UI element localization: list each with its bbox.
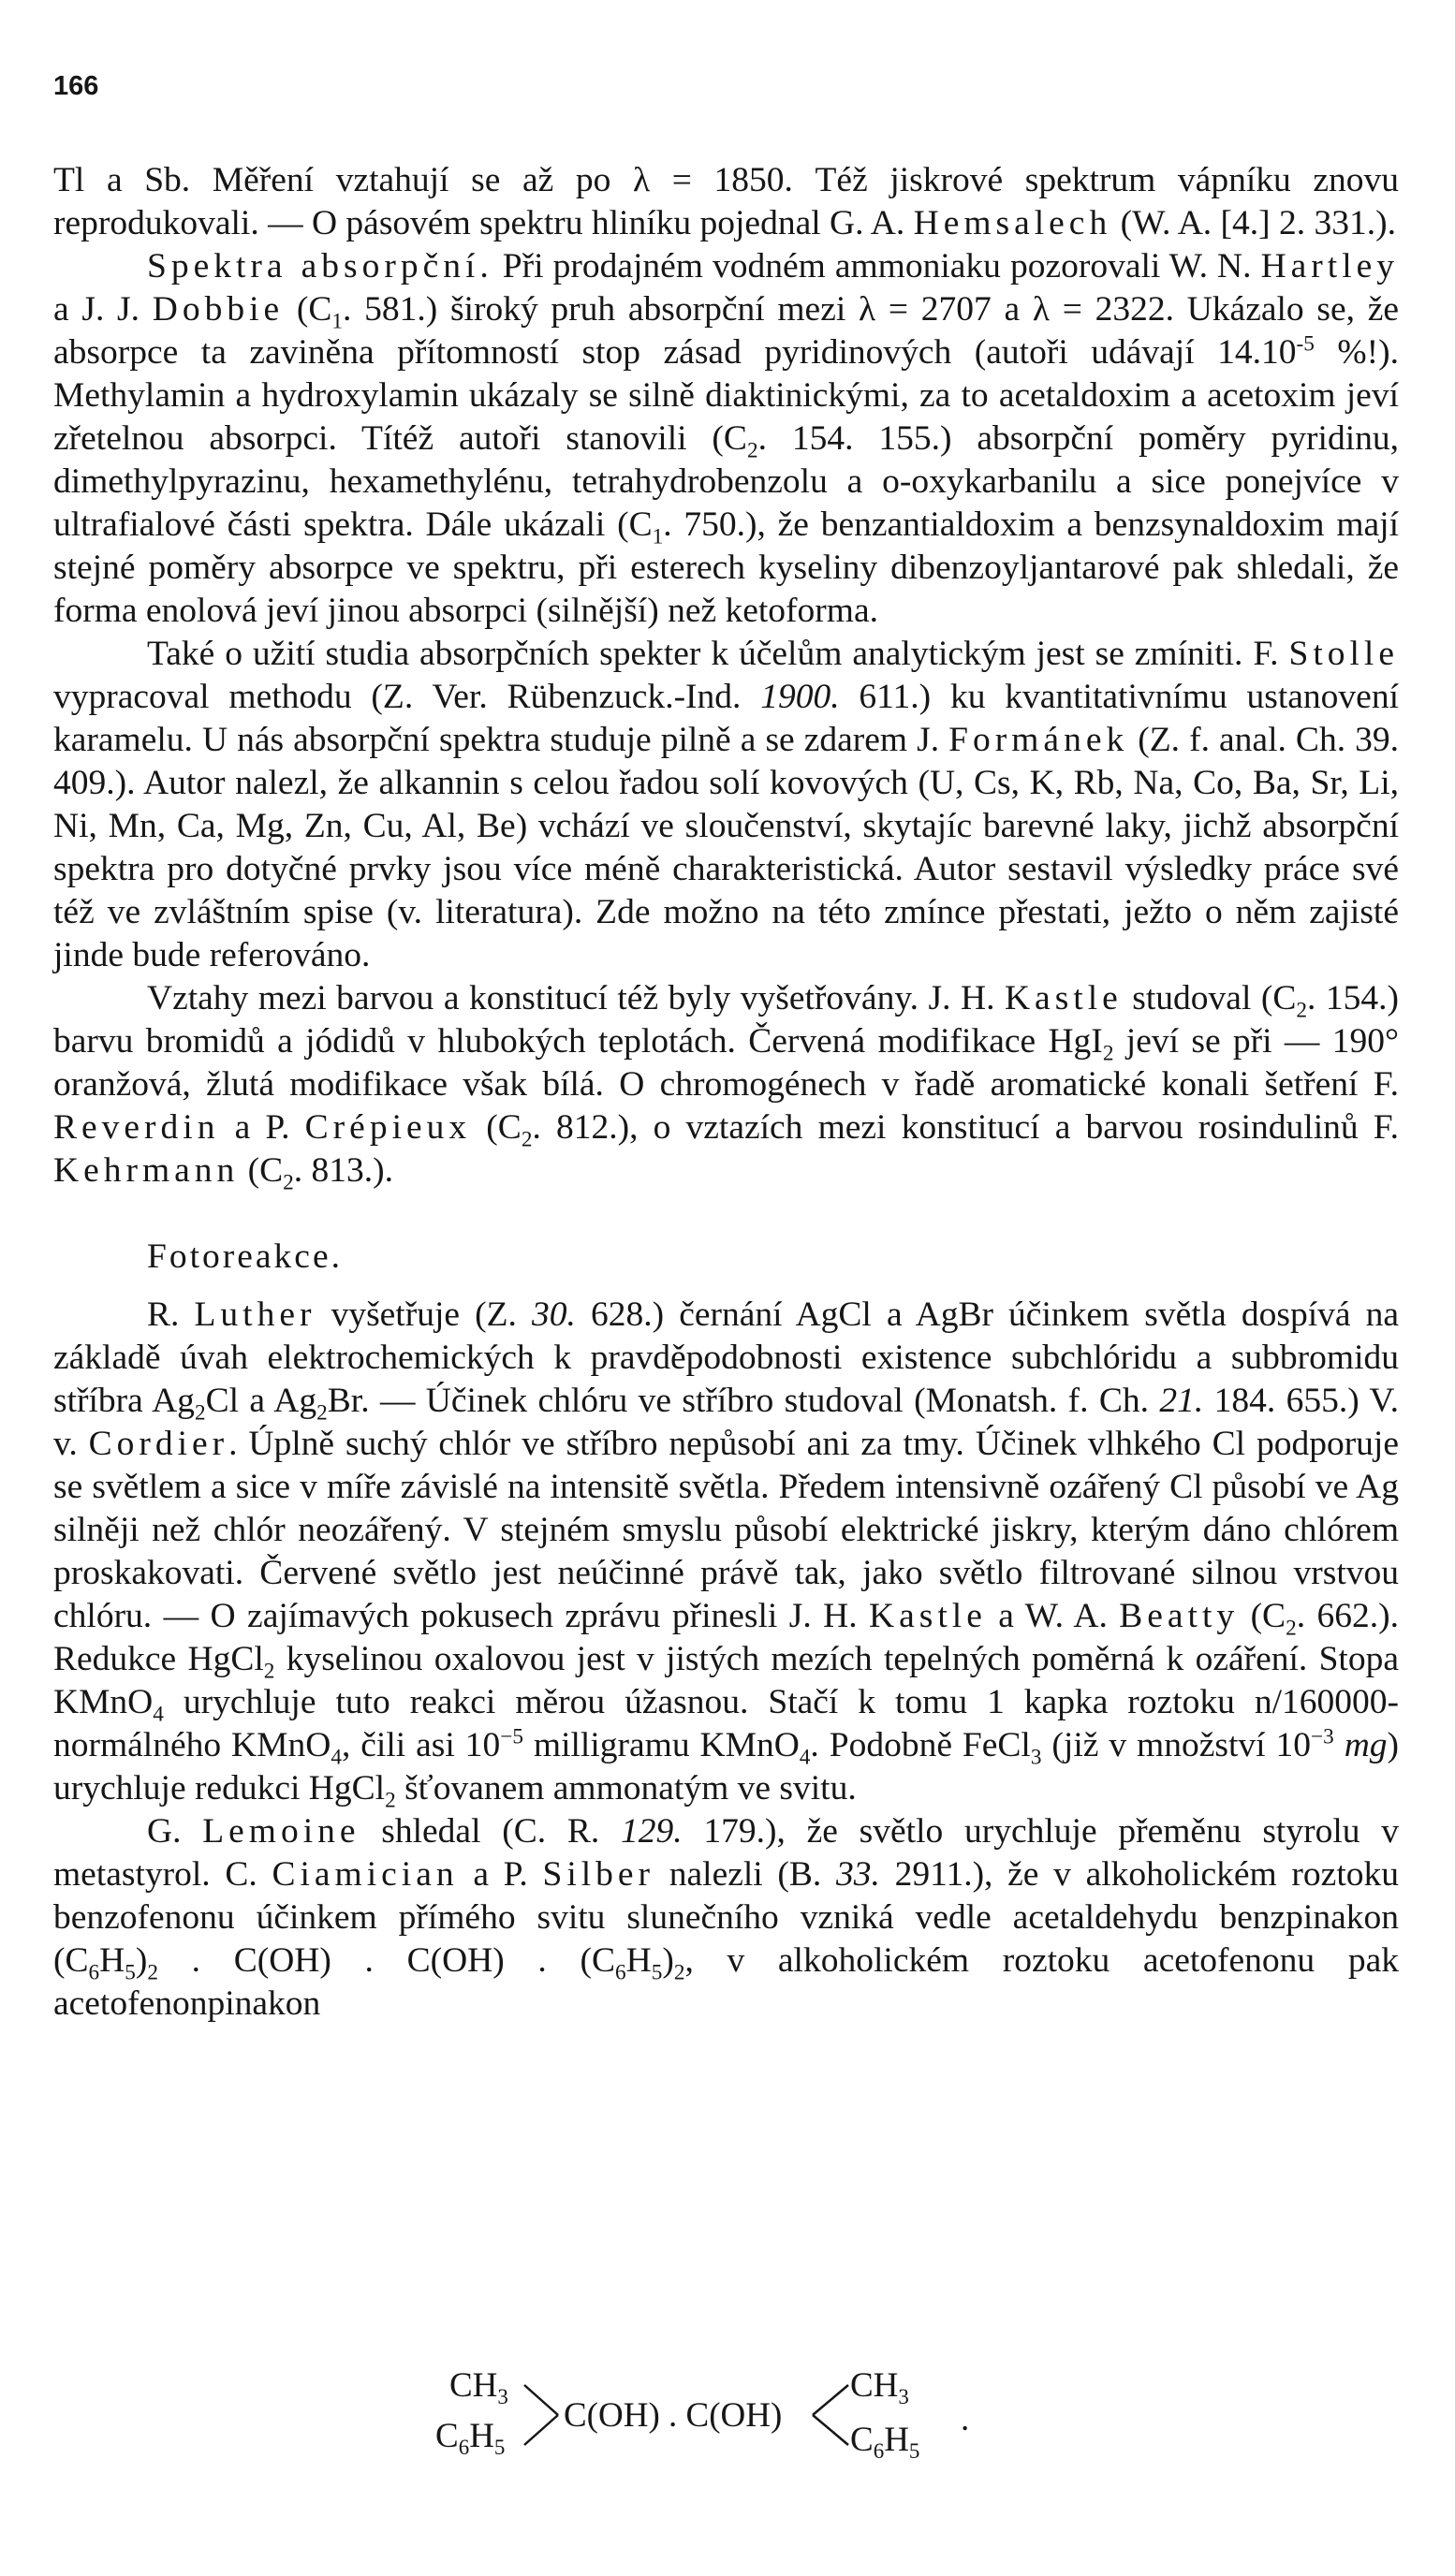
text-run: (C [239,1151,284,1190]
text-run: a J. J. [53,290,153,329]
paragraph [53,159,1399,245]
author-name: Hemsalech [913,204,1112,242]
text-run: -5 [1296,331,1315,357]
text-run: −3 [1310,1724,1334,1749]
text-run: 2 [1296,998,1307,1023]
text-run: Vztahy mezi barvou a konstitucí též byly vyšetřovány. J. H. [147,979,1005,1017]
text-run: ) urychluje redukci HgCl [53,1726,1400,1808]
author-name: Cordier [88,1425,229,1463]
text-run: 179.), že světlo urychluje přeměnu styrolu v metastyrol. C. [53,1812,1399,1894]
formula-bond-left-bottom [524,2415,558,2445]
text-run: ) [662,1941,674,1980]
author-name: Reverdin [53,1108,220,1147]
text-run: Při prodajném vodném ammoniaku pozorovali W. N. [492,247,1261,285]
formula-right-bottom: $C_6H_5$ [850,2421,920,2463]
text-run: studoval (C [1122,979,1297,1017]
text-run: 628.) černání AgCl a AgBr účinkem světla dospívá na základě úvah elektrochemických k pravděpodobnosti existence subchlóridu a subbromidu stříbra Ag [53,1295,1400,1420]
text-run: 129. [621,1812,683,1851]
text-run: 21. [1159,1382,1204,1420]
author-name: Lemoine [202,1812,360,1851]
text-run: . Podobně FeCl [810,1726,1031,1764]
text-run: (C [471,1108,522,1147]
text-run: 2911.), že v alkoholickém roztoku benzofenonu účinkem přímého svitu slunečního vzniká vedle acetaldehydu benzpinakon (C [53,1855,1399,1980]
text-run: −5 [500,1724,523,1749]
text-run: G. [147,1812,203,1851]
text-run: Fotoreakce. [147,1237,343,1276]
text-run: 184. 655.) V. v. [53,1382,1399,1463]
text-run: . 813.). [293,1151,394,1190]
text-run [1334,1726,1345,1764]
text-run: 1 [331,309,344,334]
author-name: Crépieux [304,1108,472,1147]
text-run: 33. [836,1855,880,1894]
author-name: Spektra absorpční. [147,247,493,285]
text-run: , v alkoholickém roztoku acetofenonu pak acetofenonpinakon [53,1941,1399,2023]
text-run: Tl a Sb. Měření vztahují se až po λ = 1850. Též jiskrové spektrum vápníku znovu reprodukovali. — O pásovém spektru hliníku pojednal G. A. [53,161,1399,242]
text-run: Cl a Ag [205,1382,317,1420]
text-run: 2 [263,1659,275,1684]
text-run: (již v množství 10 [1041,1726,1311,1764]
text-run: Také o užití studia absorpčních spekter k účelům analytickým jest se zmíniti. F. [147,635,1289,673]
text-run: 2 [385,1788,396,1813]
text-run: a P. [458,1855,543,1894]
text-run: 4 [153,1702,164,1727]
author-name: Luther [194,1295,316,1334]
section-heading [147,1236,1399,1279]
text-run: 611.) ku kvantitativnímu ustanovení karamelu. U nás absorpční spektra studuje pilně a se zdarem J. [53,678,1399,759]
text-run: 2 [1286,1616,1297,1641]
text-run: ) [135,1941,148,1980]
text-run: . 662.). Redukce HgCl [53,1597,1399,1678]
text-run: urychluje tuto reakci měrou úžasnou. Stačí k tomu 1 kapka roztoku n/160000-normálného KMnO [53,1683,1399,1764]
author-name: Hartley [1260,247,1400,285]
text-run: . Úplně suchý chlór ve stříbro nepůsobí ani za tmy. Účinek vlhkého Cl podporuje se světlem a sice v míře závislé na intensitě světla. Předem intensivně ozářený Cl působí ve Ag silněji než chlór neozářený. V stejném smyslu působí elektrické jiskry, kterým dáno chlórem proskakovati. Červené světlo jest neúčinné právě tak, jako světlo filtrované silnou vrstvou chlóru. — O zajímavých pokusech zprávu přinesli J. H. [53,1425,1399,1635]
text-run: vypracoval methodu (Z. Ver. Rübenzuck.-Ind. [53,678,761,716]
paragraph [53,245,1399,633]
text-run: , čili asi 10 [341,1726,501,1764]
text-run: 6 [614,1960,626,1985]
text-run: jeví se při — 190° oranžová, žlutá modifikace však bílá. O chromogénech v řadě aromatické konali šetření F. [53,1022,1400,1104]
text-run: šťovanem ammonatým ve svitu. [395,1769,857,1808]
text-run: mg [1344,1726,1388,1764]
author-name: Stolle [1288,635,1399,673]
text-run: 2 [1102,1041,1114,1066]
text-run: (C [1239,1597,1286,1635]
author-name: Silber [542,1855,655,1894]
paragraph [53,1810,1399,2026]
text-run: 5 [651,1960,663,1985]
text-run: (Z. f. anal. Ch. 39. 409.). Autor nalezl, že alkannin s celou řadou solí kovových (U, Cs, K, Rb, Na, Co, Ba, Sr, Li, Ni, Mn, Ca, Mg, Zn, Cu, Al, Be) vchází ve sloučenství, skytajíc barevné laky, jichž absorpční spektra pro dotyčné prvky jsou více méně charakteristická. Autor sestavil výsledky práce své též ve zvláštním spise (v. literatura). Zde možno na této zmínce přestati, ježto o něm zajisté jinde bude referováno. [53,721,1399,974]
text-run: 4 [331,1745,342,1770]
author-name: Ciamician [272,1855,459,1894]
text-run: 2 [283,1170,294,1195]
body-text [53,159,1399,2026]
text-run: 1 [652,524,664,549]
text-run: vyšetřuje (Z. [316,1295,533,1334]
formula-bond-right-bottom [813,2415,848,2445]
text-run: 3 [1030,1745,1042,1770]
text-run: 6 [88,1960,100,1985]
text-run: (C [284,290,332,329]
paragraph [53,1294,1400,1813]
author-name: Kastle [1004,979,1123,1017]
text-run: . C(OH) . C(OH) . (C [157,1941,615,1980]
formula-end-dot: . [961,2400,970,2438]
text-run: shledal (C. R. [360,1812,622,1851]
text-run: Br. — Účinek chlóru ve stříbro studoval (Monatsh. f. Ch. [327,1382,1160,1420]
text-run: 2 [194,1400,206,1426]
formula-bond-right-top [813,2385,848,2415]
text-run: milligramu KMnO [522,1726,800,1764]
formula-left-top: $CH_3$ [449,2366,508,2408]
author-name: Kastle [869,1597,987,1635]
text-run: . 812.), o vztazích mezi konstitucí a barvou rosindulinů F. [532,1108,1400,1147]
text-run: . 581.) široký pruh absorpční mezi λ = 2707 a λ = 2322. Ukázalo se, že absorpce ta zaviněna přítomností stop zásad pyridinových (autoři udávají 14.10 [53,290,1400,372]
text-run: 2 [147,1960,158,1985]
text-run: %!). Methylamin a hydroxylamin ukázaly se silně diaktinickými, za to acetaldoxim a acetoxim jeví zřetelnou absorpci. Títéž autoři stanovili (C [53,333,1400,458]
text-run: (W. A. [4.] 2. 331.). [1111,204,1396,242]
text-run: 2 [521,1127,533,1152]
author-name: Beatty [1119,1597,1240,1635]
formula-right-top: $CH_3$ [850,2366,909,2408]
author-name: Formánek [948,721,1129,759]
text-run: 5 [125,1960,136,1985]
text-run: a P. [219,1108,305,1147]
formula-center: C(OH) . C(OH) [564,2396,783,2435]
author-name: Dobbie [152,290,285,329]
text-run: 1900. [760,678,840,716]
text-run: . 750.), že benzantialdoxim a benzsynaldoxim mají stejné poměry absorpce ve spektru, při esterech kyseliny dibenzoyljantarové pak shledali, že forma enolová jeví jinou absorpci (silnější) než ketoforma. [53,505,1400,630]
text-run: R. [147,1295,195,1334]
formula-left-bottom: $C_6H_5$ [435,2417,506,2459]
text-run: 4 [799,1745,811,1770]
chemical-formula [431,2357,1030,2469]
text-run: . 154. 155.) absorpční poměry pyridinu, dimethylpyrazinu, hexamethylénu, tetrahydrobenzolu a o-oxykarbanilu a sice ponejvíce v ultrafialové části spektra. Dále ukázali (C [53,419,1399,544]
author-name: Kehrmann [53,1151,240,1190]
formula-bond-left-top [524,2385,558,2415]
paragraph [53,633,1399,977]
page-number: 166 [53,71,99,101]
text-run: H [625,1941,652,1980]
text-run: kyselinou oxalovou jest v jistých mezích tepelných poměrná k ozáření. Stopa KMnO [53,1640,1399,1721]
text-run: nalezli (B. [654,1855,836,1894]
text-run: a W. A. [986,1597,1120,1635]
text-run: 2 [316,1400,328,1426]
text-run: 2 [746,438,758,463]
text-run: 30. [532,1295,576,1334]
text-run: . 154.) barvu bromidů a jódidů v hlubokých teplotách. Červená modifikace HgI [53,979,1399,1061]
paragraph [53,977,1399,1193]
text-run: 2 [673,1960,685,1985]
text-run: H [99,1941,125,1980]
